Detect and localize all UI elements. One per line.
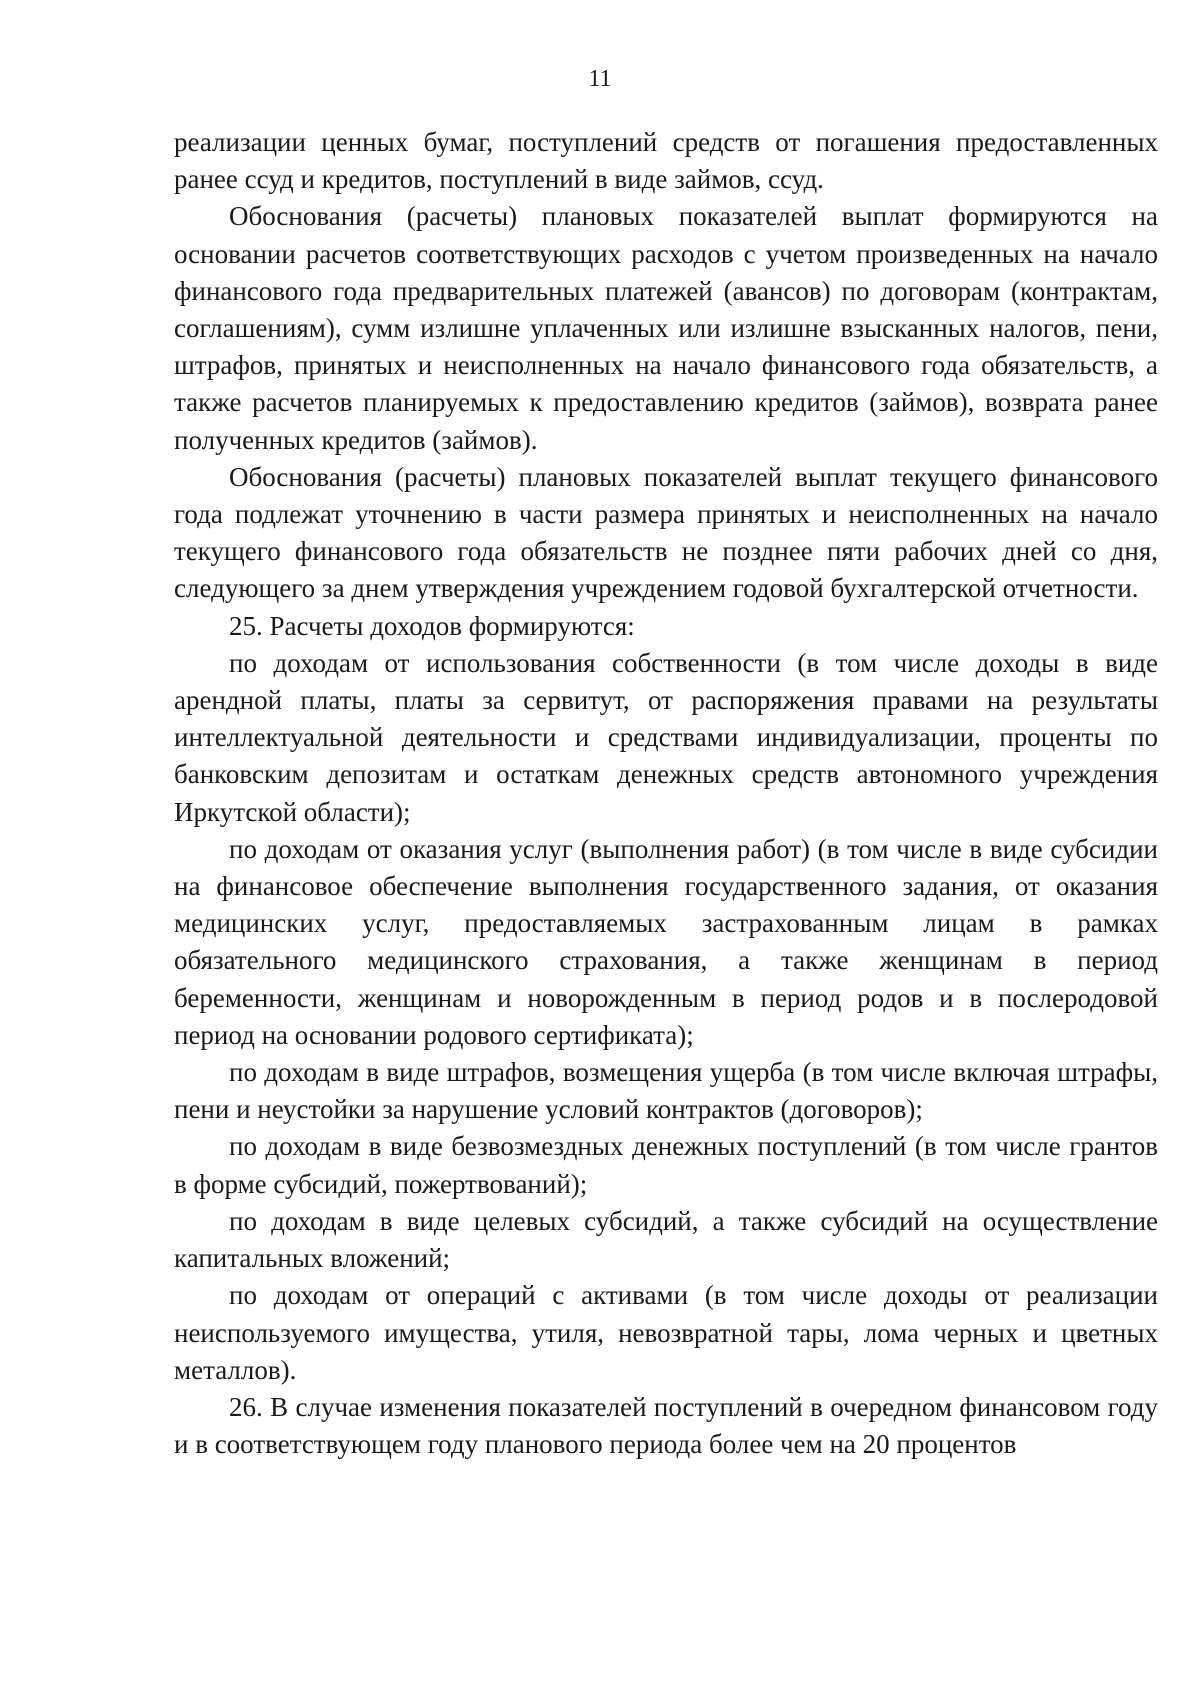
- page-number: 11: [588, 66, 612, 92]
- list-item: по доходам от операций с активами (в том числе доходы от реализации неиспользуемого имущества, утиля, невозвратной тары, лома черных и цветных металлов).: [174, 1280, 1158, 1385]
- list-item: по доходам в виде безвозмездных денежных поступлений (в том числе грантов в форме субсидий, пожертвований);: [174, 1131, 1158, 1199]
- list-item: по доходам в виде штрафов, возмещения ущерба (в том числе включая штрафы, пени и неустойки за нарушение условий контрактов (договоров);: [174, 1057, 1158, 1125]
- paragraph: реализации ценных бумаг, поступлений средств от погашения предоставленных ранее ссуд и кредитов, поступлений в виде займов, ссуд.: [174, 127, 1158, 195]
- list-item: по доходам от оказания услуг (выполнения работ) (в том числе в виде субсидии на финансовое обеспечение выполнения государственного задания, от оказания медицинских услуг, предоставляемых застрахованным лицам в рамках обязательного медицинского страхования, а также женщинам в период беременности, женщинам и новорожденным в период родов и в послеродовой период на основании родового сертификата);: [174, 833, 1158, 1050]
- list-item: по доходам от использования собственности (в том числе доходы в виде арендной платы, платы за сервитут, от распоряжения правами на результаты интеллектуальной деятельности и средствами индивидуализации, проценты по банковским депозитам и остаткам денежных средств автономного учреждения Иркутской области);: [174, 647, 1158, 827]
- paragraph: 26. В случае изменения показателей поступлений в очередном финансовом году и в соответствующем году планового периода более чем на 20 процентов: [174, 1391, 1158, 1460]
- paragraph: Обоснования (расчеты) плановых показателей выплат формируются на основании расчетов соответствующих расходов с учетом произведенных на начало финансового года предварительных платежей (авансов) по договорам (контрактам, соглашениям), сумм излишне уплаченных или излишне взысканных налогов, пени, штрафов, принятых и неисполненных на начало финансового года обязательств, а также расчетов планируемых к предоставлению кредитов (займов), возврата ранее полученных кредитов (займов).: [174, 201, 1158, 455]
- section-heading: 25. Расчеты доходов формируются:: [229, 610, 635, 641]
- document-body: [174, 124, 1158, 1463]
- list-item: по доходам в виде целевых субсидий, а также субсидий на осуществление капитальных вложений;: [174, 1205, 1158, 1274]
- paragraph: Обоснования (расчеты) плановых показателей выплат текущего финансового года подлежат уточнению в части размера принятых и неисполненных на начало текущего финансового года обязательств не позднее пяти рабочих дней со дня, следующего за днем утверждения учреждением годовой бухгалтерской отчетности.: [174, 461, 1158, 604]
